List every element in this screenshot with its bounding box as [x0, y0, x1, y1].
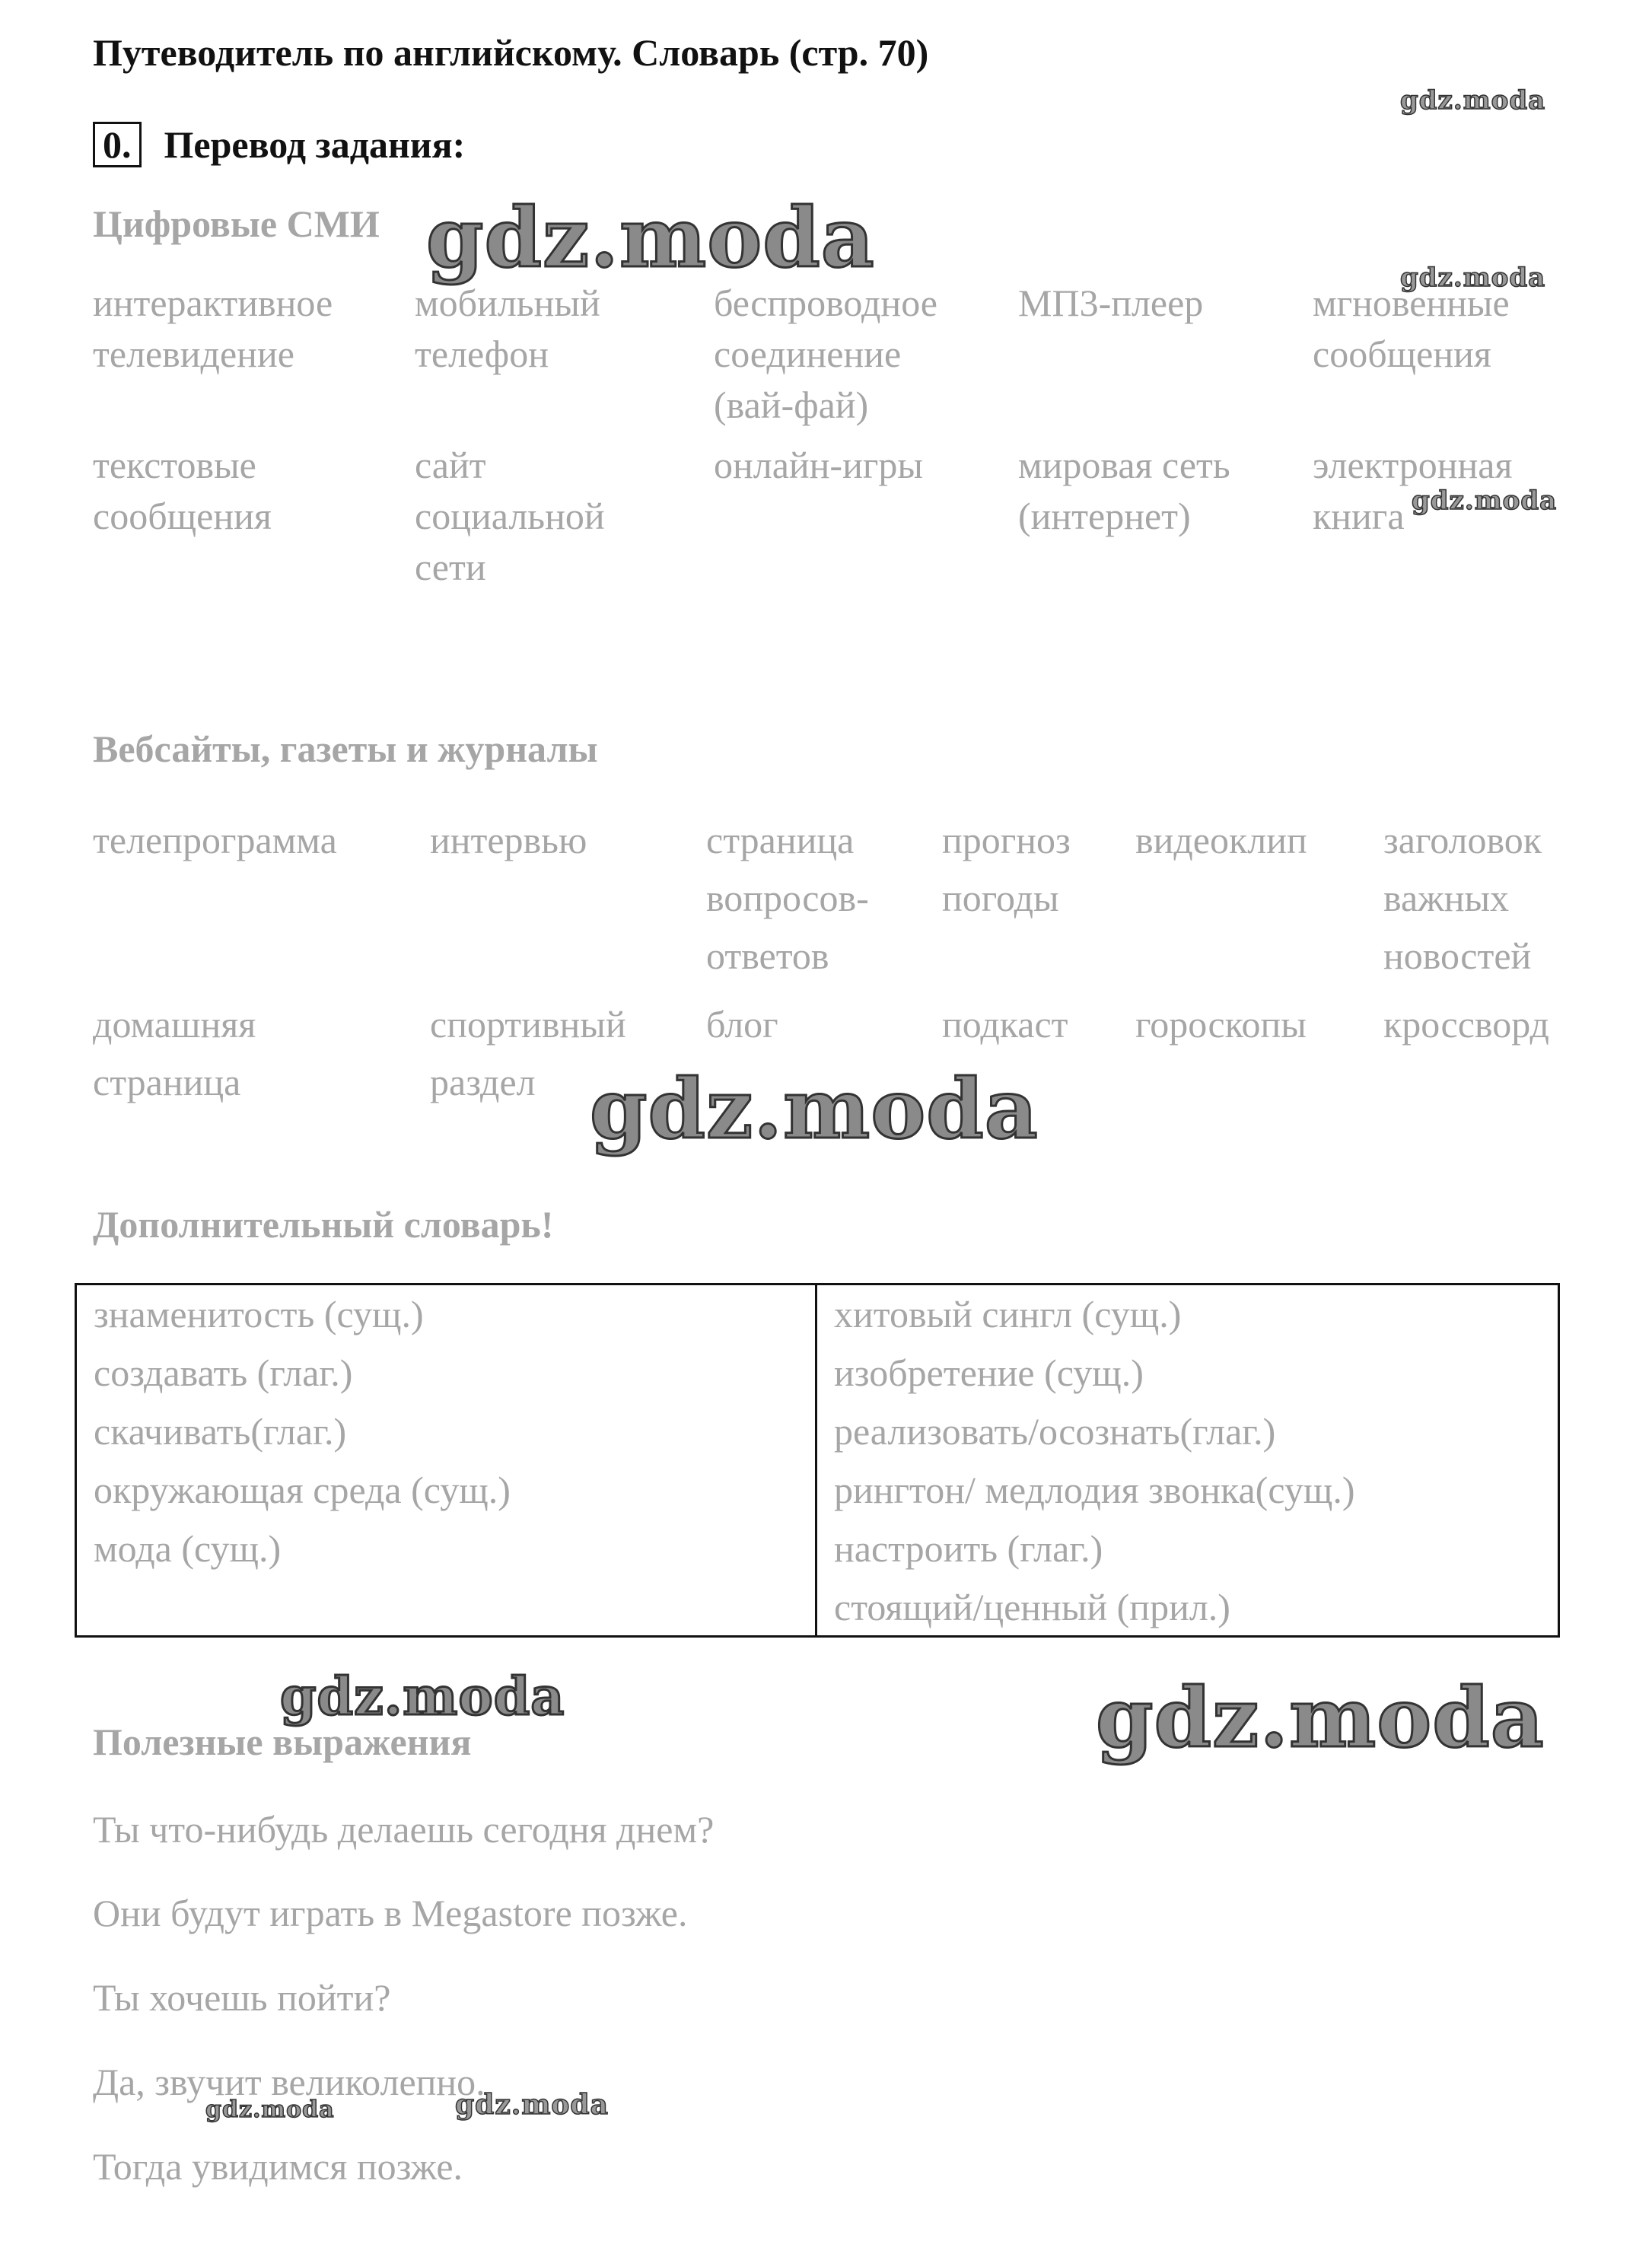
vocab-term [706, 811, 869, 985]
vocab-term-line: телефон [415, 333, 549, 375]
vocab-item: хитовый сингл (сущ.) [834, 1293, 1182, 1335]
phrase-item: Тогда увидимся позже. [93, 2145, 463, 2188]
websites-heading: Вебсайты, газеты и журналы [93, 727, 598, 770]
vocab-term [714, 440, 923, 491]
vocab-term-line: сайт [415, 444, 486, 486]
vocab-term-line: текстовые [93, 444, 256, 486]
vocab-term-line: подкаст [942, 1003, 1068, 1046]
vocab-term [714, 278, 937, 431]
page-title: Путеводитель по английскому. Словарь (стр. 70) [93, 31, 929, 74]
vocab-table-divider [815, 1285, 817, 1635]
vocab-term-line: важных [1383, 877, 1510, 919]
task-label: Перевод задания: [164, 123, 466, 166]
vocab-term-line: сети [415, 546, 486, 588]
vocab-item: изобретение (сущ.) [834, 1351, 1144, 1394]
vocab-term [1383, 811, 1542, 985]
useful-phrases-heading: Полезные выражения [93, 1721, 472, 1763]
vocab-item: скачивать(глаг.) [94, 1410, 347, 1453]
vocab-term-line: соединение [714, 333, 902, 375]
vocab-term [93, 278, 333, 380]
vocab-term-line: интерактивное [93, 282, 333, 324]
vocab-item: окружающая среда (сущ.) [94, 1469, 511, 1511]
vocab-term-line: (интернет) [1018, 495, 1191, 537]
vocab-term-line: (вай-фай) [714, 384, 869, 426]
task-heading [93, 122, 465, 167]
vocab-term-line: заголовок [1383, 819, 1542, 861]
vocab-term [1135, 995, 1307, 1053]
watermark: gdz.moda [1400, 85, 1546, 116]
phrase-item: Ты хочешь пойти? [93, 1976, 391, 2019]
vocab-term-line: интервью [430, 819, 587, 861]
vocab-item: рингтон/ медлодия звонка(сущ.) [834, 1469, 1355, 1511]
vocab-term-line: социальной [415, 495, 605, 537]
vocab-term [1313, 278, 1510, 380]
vocab-term-line: телепрограмма [93, 819, 337, 861]
vocab-term [1018, 440, 1230, 542]
vocab-term [430, 811, 587, 869]
vocab-left-column [94, 1285, 511, 1578]
vocab-term [93, 811, 337, 869]
vocab-term-line: видеоклип [1135, 819, 1307, 861]
vocab-term-line: телевидение [93, 333, 294, 375]
vocab-term [415, 440, 605, 593]
task-number: 0. [93, 122, 142, 167]
watermark: gdz.moda [426, 190, 875, 286]
vocab-item: создавать (глаг.) [94, 1351, 353, 1394]
watermark: gdz.moda [280, 1666, 565, 1727]
vocab-term-line: мобильный [415, 282, 600, 324]
vocab-term-line: гороскопы [1135, 1003, 1307, 1046]
digital-media-heading: Цифровые СМИ [93, 202, 380, 245]
vocab-term-line: вопросов- [706, 877, 869, 919]
vocab-term [1135, 811, 1307, 869]
vocab-item: мода (сущ.) [94, 1527, 282, 1570]
phrase-item: Ты что-нибудь делаешь сегодня днем? [93, 1808, 715, 1851]
extra-vocab-heading: Дополнительный словарь! [93, 1203, 554, 1246]
vocab-right-column [834, 1285, 1355, 1637]
vocab-term [93, 440, 272, 542]
watermark: gdz.moda [590, 1062, 1039, 1157]
vocab-term-line: МП3-плеер [1018, 282, 1204, 324]
vocab-term-line: книга [1313, 495, 1405, 537]
vocab-term-line: онлайн-игры [714, 444, 923, 486]
vocab-term-line: спортивный [430, 1003, 626, 1046]
vocab-term-line: мгновенные [1313, 282, 1510, 324]
watermark: gdz.moda [1412, 485, 1558, 516]
vocab-term-line: погоды [942, 877, 1059, 919]
vocab-term-line: электронная [1313, 444, 1513, 486]
vocab-term-line: блог [706, 1003, 778, 1046]
watermark: gdz.moda [205, 2096, 335, 2123]
vocab-term [1018, 278, 1203, 329]
vocab-term-line: сообщения [1313, 333, 1491, 375]
watermark: gdz.moda [1096, 1670, 1545, 1766]
vocab-term-line: страница [93, 1061, 241, 1103]
vocab-term-line: ответов [706, 934, 829, 977]
vocab-term-line: сообщения [93, 495, 272, 537]
vocab-term-line: мировая сеть [1018, 444, 1230, 486]
phrase-item: Да, звучит великолепно. [93, 2061, 485, 2103]
watermark: gdz.moda [455, 2089, 609, 2121]
vocab-term [942, 811, 1071, 927]
vocab-term [942, 995, 1068, 1053]
vocab-term-line: прогноз [942, 819, 1071, 861]
vocab-term-line: домашняя [93, 1003, 256, 1046]
vocab-term [706, 995, 778, 1053]
vocab-item: настроить (глаг.) [834, 1527, 1103, 1570]
vocab-term [1383, 995, 1549, 1053]
vocab-term [415, 278, 600, 380]
vocab-term [93, 995, 256, 1111]
vocab-item: реализовать/осознать(глаг.) [834, 1410, 1276, 1453]
phrase-item: Они будут играть в Megastore позже. [93, 1892, 688, 1934]
vocab-term-line: кроссворд [1383, 1003, 1549, 1046]
vocab-item: стоящий/ценный (прил.) [834, 1586, 1230, 1628]
vocab-item: знаменитость (сущ.) [94, 1293, 424, 1335]
vocab-term-line: новостей [1383, 934, 1532, 977]
vocab-term-line: раздел [430, 1061, 536, 1103]
vocab-term-line: беспроводное [714, 282, 937, 324]
watermark: gdz.moda [1400, 263, 1546, 293]
vocab-term-line: страница [706, 819, 855, 861]
vocab-table [75, 1283, 1560, 1638]
